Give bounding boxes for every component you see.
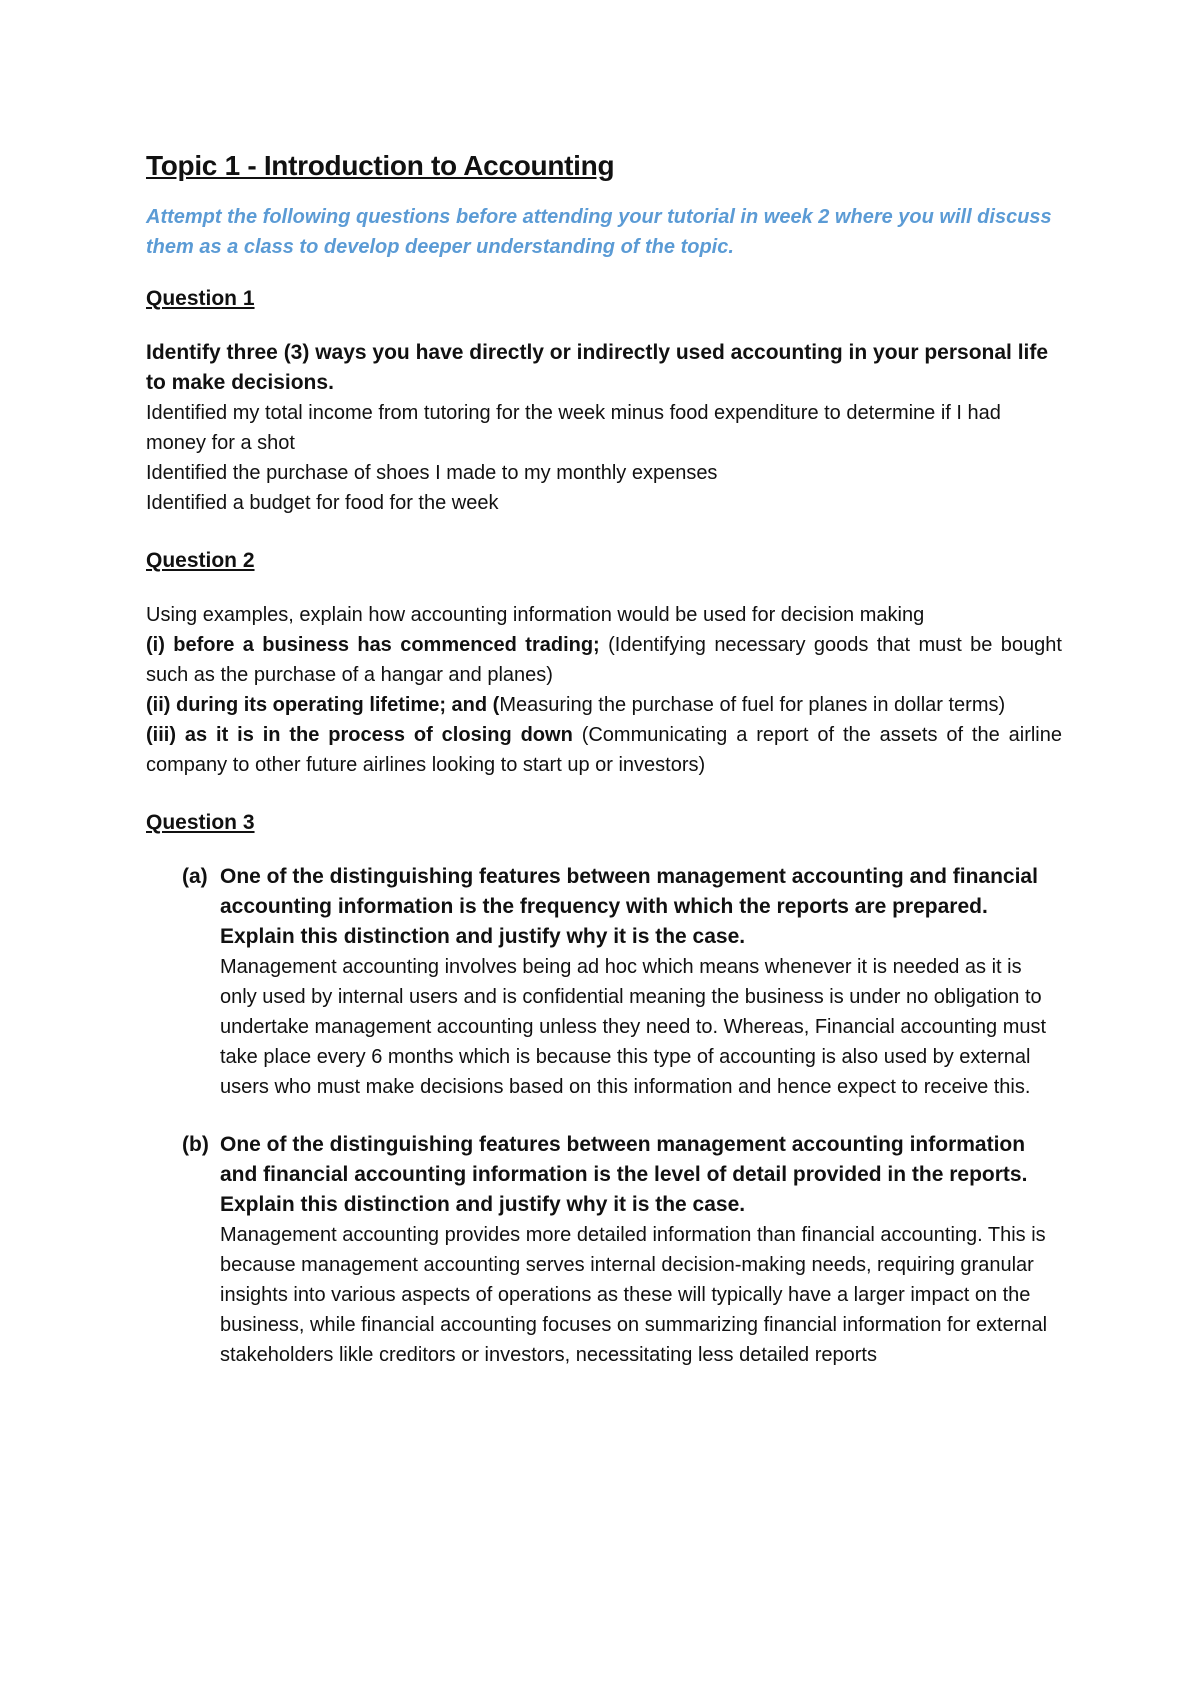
- question-2-part-i-answer: (Identifying necessary goods that must be bought such as the purchase of a hangar and planes): [146, 634, 1062, 686]
- document-page: [146, 148, 1062, 1398]
- question-3a-prompt: One of the distinguishing features between management accounting and financial accounting information is the frequency with which the reports are prepared. Explain this distinction and justify why it is the case.: [220, 865, 1038, 948]
- question-2-part-ii-label: (ii) during its operating lifetime; and (: [146, 694, 500, 716]
- question-2-part-iii-answer: (Communicating a report of the assets of the airline company to other future airlines looking to start up or investors): [146, 724, 1062, 776]
- question-1-section: [146, 338, 1062, 518]
- question-3-heading: Question 3: [146, 811, 255, 834]
- question-2-part-ii: [146, 690, 1062, 720]
- question-1-prompt: Identify three (3) ways you have directly or indirectly used accounting in your personal life to make decisions.: [146, 341, 1049, 394]
- question-2-section: [146, 600, 1062, 780]
- question-3b-answer: Management accounting provides more detailed information than financial accounting. This is because management accounting serves internal decision-making needs, requiring granular insights into various aspects of operations as these will typically have a larger impact on the business, while financial accounting focuses on summarizing financial information for external stakeholders likle creditors or investors, necessitating less detailed reports: [220, 1224, 1048, 1366]
- page-title: Topic 1 - Introduction to Accounting: [146, 150, 615, 181]
- question-1-heading: Question 1: [146, 287, 255, 310]
- question-2-part-iii: [146, 720, 1062, 780]
- question-3a-label: (a): [182, 865, 208, 888]
- question-2-part-i: [146, 630, 1062, 690]
- question-2-prompt: Using examples, explain how accounting information would be used for decision making: [146, 604, 925, 626]
- question-3a-section: [146, 862, 1062, 1102]
- question-2-part-ii-answer: Measuring the purchase of fuel for planes in dollar terms): [499, 694, 1006, 716]
- question-1-answer-3: Identified a budget for food for the week: [146, 492, 499, 514]
- question-1-answer-2: Identified the purchase of shoes I made to my monthly expenses: [146, 462, 718, 484]
- question-3b-prompt: One of the distinguishing features between management accounting information and financial accounting information is the level of detail provided in the reports. Explain this distinction and justify why it is the case.: [220, 1133, 1028, 1216]
- question-2-heading: Question 2: [146, 549, 255, 572]
- question-3b-section: [146, 1130, 1062, 1370]
- question-3a-answer: Management accounting involves being ad hoc which means whenever it is needed as it is only used by internal users and is confidential meaning the business is under no obligation to undertake management accounting unless they need to. Whereas, Financial accounting must take place every 6 months which is because this type of accounting is also used by external users who must make decisions based on this information and hence expect to receive this.: [220, 956, 1047, 1098]
- question-1-answer-1: Identified my total income from tutoring for the week minus food expenditure to determine if I had money for a shot: [146, 402, 1001, 454]
- intro-instructions: Attempt the following questions before attending your tutorial in week 2 where you will discuss them as a class to develop deeper understanding of the topic.: [146, 206, 1052, 258]
- question-3b-label: (b): [182, 1133, 209, 1156]
- question-2-part-i-label: (i) before a business has commenced trading;: [146, 634, 600, 656]
- question-2-part-iii-label: (iii) as it is in the process of closing down: [146, 724, 573, 746]
